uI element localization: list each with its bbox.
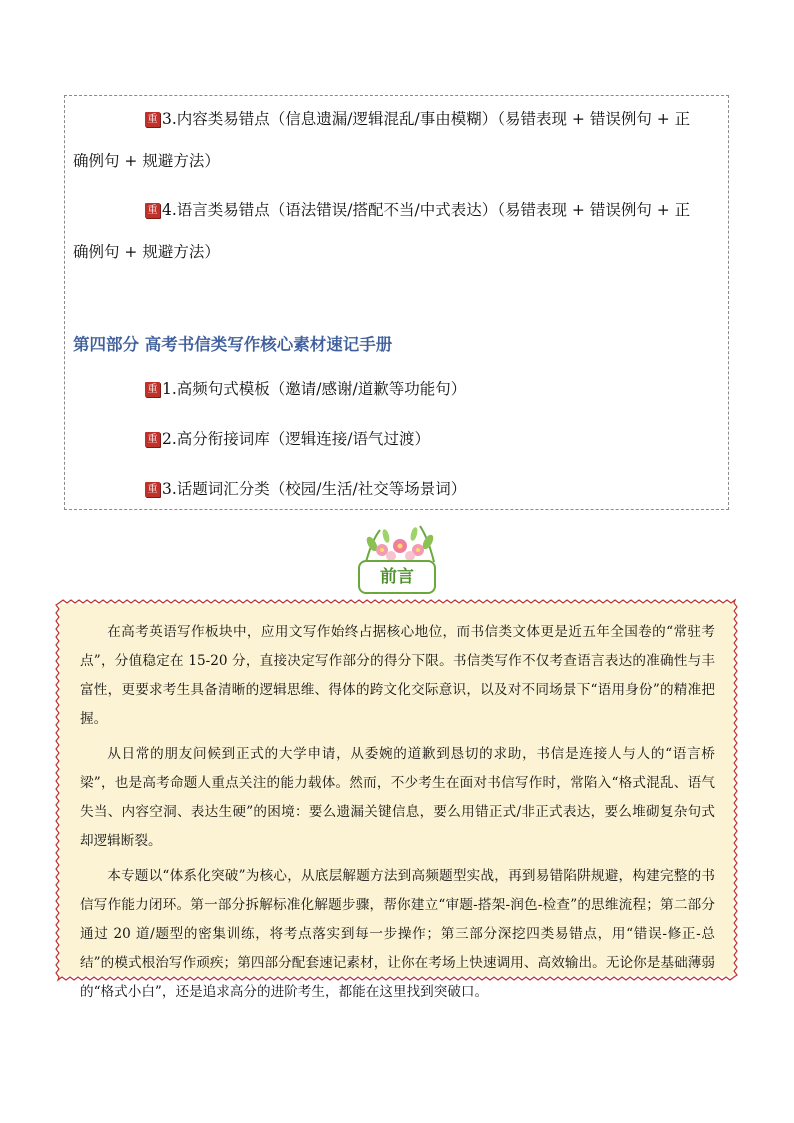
toc-item-3[interactable] — [145, 109, 690, 129]
table-of-contents-box — [64, 95, 729, 510]
key-point-badge-icon: 重 — [145, 112, 160, 127]
key-point-badge-icon: 重 — [145, 482, 160, 497]
part4-item-2[interactable] — [145, 429, 430, 449]
toc-item-3-line1: 3.内容类易错点（信息遗漏/逻辑混乱/事由模糊）（易错表现 + 错误例句 + 正 — [162, 110, 691, 128]
flower-decoration-icon — [360, 518, 440, 566]
key-point-badge-icon: 重 — [145, 203, 160, 218]
preface-paragraph-3: 本专题以“体系化突破”为核心，从底层解题方法到高频题型实战，再到易错陷阱规避，构建完整的书信写作能力闭环。第一部分拆解标准化解题步骤，帮你建立“审题-搭架-润色-检查”的思维流程；第二部分通过 20 道/题型的密集训练，将考点落实到每一步操作；第三部分深挖四类易错点，用“错误-修正-总结”的模式根治写作顽疾；第四部分配套速记素材，让你在考场上快速调用、高效输出。无论你是基础薄弱的“格式小白”，还是追求高分的进阶考生，都能在这里找到突破口。 — [80, 868, 715, 1000]
preface-paragraph-2: 从日常的朋友问候到正式的大学申请，从委婉的道歉到恳切的求助，书信是连接人与人的“语言桥梁”，也是高考命题人重点关注的能力载体。然而，不少考生在面对书信写作时，常陷入“格式混乱、语气失当、内容空洞、表达生硬”的困境：要么遗漏关键信息，要么用错正式/非正式表达，要么堆砌复杂句式却逻辑断裂。 — [80, 746, 715, 849]
toc-item-4-line1: 4.语言类易错点（语法错误/搭配不当/中式表达）（易错表现 + 错误例句 + 正 — [162, 201, 691, 219]
part-four-heading[interactable]: 第四部分 高考书信类写作核心素材速记手册 — [73, 335, 393, 354]
toc-item-3-continuation: 确例句 + 规避方法） — [73, 152, 220, 170]
preface-title-button[interactable]: 前言 — [358, 560, 436, 594]
key-point-badge-icon: 重 — [145, 432, 160, 447]
toc-item-4-continuation: 确例句 + 规避方法） — [73, 243, 220, 261]
preface-content-box — [60, 604, 733, 1000]
part4-item-2-label: 2.高分衔接词库（逻辑连接/语气过渡） — [162, 430, 431, 448]
part4-item-3[interactable] — [145, 479, 466, 499]
part4-item-3-label: 3.话题词汇分类（校园/生活/社交等场景词） — [162, 480, 467, 498]
toc-item-4[interactable] — [145, 200, 690, 220]
part4-item-1[interactable] — [145, 379, 466, 399]
preface-paragraph-1: 在高考英语写作板块中，应用文写作始终占据核心地位，而书信类文体更是近五年全国卷的“常驻考点”，分值稳定在 15-20 分，直接决定写作部分的得分下限。书信类写作不仅考查语言表达的准确性与丰富性，更要求考生具备清晰的逻辑思维、得体的跨文化交际意识，以及对不同场景下“语用身份”的精准把握。 — [80, 624, 715, 727]
part4-item-1-label: 1.高频句式模板（邀请/感谢/道歉等功能句） — [162, 380, 467, 398]
key-point-badge-icon: 重 — [145, 382, 160, 397]
